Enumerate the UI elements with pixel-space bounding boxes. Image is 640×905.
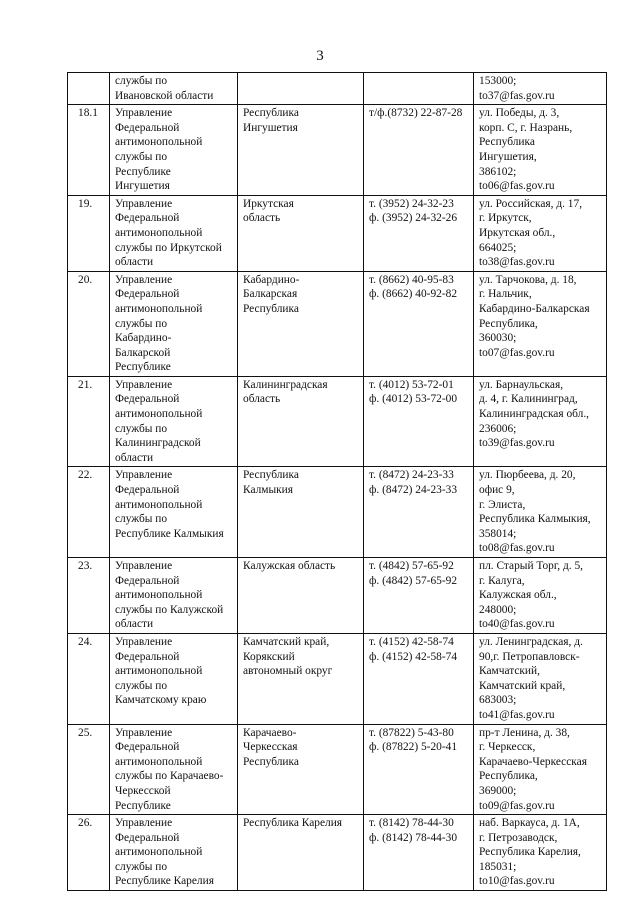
row-number-cell: 23.: [68, 558, 110, 634]
office-name-cell: службы по Ивановской области: [110, 73, 238, 105]
table-row: [68, 558, 607, 634]
region-cell: Иркутская область: [238, 195, 364, 271]
page-number: 3: [316, 48, 324, 64]
address-email-cell: ул. Победы, д. 3, корп. С, г. Назрань, Республика Ингушетия, 386102; to06@fas.gov.ru: [474, 105, 607, 196]
table-row: [68, 815, 607, 891]
address-email-cell: ул. Российская, д. 17, г. Иркутск, Иркутская обл., 664025; to38@fas.gov.ru: [474, 195, 607, 271]
office-name-cell: Управление Федеральной антимонопольной службы по Камчатскому краю: [110, 633, 238, 724]
address-email-cell: ул. Пюрбеева, д. 20, офис 9, г. Элиста, Республика Калмыкия, 358014; to08@fas.gov.ru: [474, 467, 607, 558]
office-name-cell: Управление Федеральной антимонопольной службы по Карачаево- Черкесской Республике: [110, 724, 238, 815]
address-email-cell: пл. Старый Торг, д. 5, г. Калуга, Калужская обл., 248000; to40@fas.gov.ru: [474, 558, 607, 634]
address-email-cell: ул. Ленинградская, д. 90,г. Петропавловск- Камчатский, Камчатский край, 683003; to41@fas.gov.ru: [474, 633, 607, 724]
office-name-cell: Управление Федеральной антимонопольной службы по Республике Ингушетия: [110, 105, 238, 196]
row-number-cell: 24.: [68, 633, 110, 724]
phone-fax-cell: т. (8142) 78-44-30 ф. (8142) 78-44-30: [364, 815, 474, 891]
table-row: [68, 633, 607, 724]
address-email-cell: ул. Барнаульская, д. 4, г. Калининград, Калининградская обл., 236006; to39@fas.gov.ru: [474, 376, 607, 467]
phone-fax-cell: т. (87822) 5-43-80 ф. (87822) 5-20-41: [364, 724, 474, 815]
address-email-cell: наб. Варкауса, д. 1А, г. Петрозаводск, Республика Карелия, 185031; to10@fas.gov.ru: [474, 815, 607, 891]
table-row: [68, 73, 607, 105]
row-number-cell: 26.: [68, 815, 110, 891]
offices-table-body: [68, 73, 607, 891]
phone-fax-cell: т. (4842) 57-65-92 ф. (4842) 57-65-92: [364, 558, 474, 634]
office-name-cell: Управление Федеральной антимонопольной службы по Калининградской области: [110, 376, 238, 467]
phone-fax-cell: [364, 73, 474, 105]
phone-fax-cell: т. (4012) 53-72-01 ф. (4012) 53-72-00: [364, 376, 474, 467]
table-row: [68, 467, 607, 558]
row-number-cell: [68, 73, 110, 105]
row-number-cell: 19.: [68, 195, 110, 271]
phone-fax-cell: т. (3952) 24-32-23 ф. (3952) 24-32-26: [364, 195, 474, 271]
offices-table: [67, 72, 607, 891]
office-name-cell: Управление Федеральной антимонопольной службы по Республике Карелия: [110, 815, 238, 891]
region-cell: Кабардино- Балкарская Республика: [238, 271, 364, 376]
phone-fax-cell: т. (8472) 24-23-33 ф. (8472) 24-23-33: [364, 467, 474, 558]
row-number-cell: 25.: [68, 724, 110, 815]
region-cell: Камчатский край, Корякский автономный округ: [238, 633, 364, 724]
region-cell: Республика Калмыкия: [238, 467, 364, 558]
office-name-cell: Управление Федеральной антимонопольной службы по Калужской области: [110, 558, 238, 634]
region-cell: Калининградская область: [238, 376, 364, 467]
table-row: [68, 376, 607, 467]
office-name-cell: Управление Федеральной антимонопольной службы по Иркутской области: [110, 195, 238, 271]
address-email-cell: ул. Тарчокова, д. 18, г. Нальчик, Кабардино-Балкарская Республика, 360030; to07@fas.gov.ru: [474, 271, 607, 376]
row-number-cell: 20.: [68, 271, 110, 376]
office-name-cell: Управление Федеральной антимонопольной службы по Кабардино- Балкарской Республике: [110, 271, 238, 376]
phone-fax-cell: т/ф.(8732) 22-87-28: [364, 105, 474, 196]
phone-fax-cell: т. (4152) 42-58-74 ф. (4152) 42-58-74: [364, 633, 474, 724]
region-cell: Республика Карелия: [238, 815, 364, 891]
table-row: [68, 195, 607, 271]
region-cell: Карачаево- Черкесская Республика: [238, 724, 364, 815]
region-cell: Республика Ингушетия: [238, 105, 364, 196]
row-number-cell: 21.: [68, 376, 110, 467]
office-name-cell: Управление Федеральной антимонопольной службы по Республике Калмыкия: [110, 467, 238, 558]
table-row: [68, 271, 607, 376]
address-email-cell: 153000; to37@fas.gov.ru: [474, 73, 607, 105]
region-cell: Калужская область: [238, 558, 364, 634]
table-row: [68, 724, 607, 815]
phone-fax-cell: т. (8662) 40-95-83 ф. (8662) 40-92-82: [364, 271, 474, 376]
row-number-cell: 18.1: [68, 105, 110, 196]
address-email-cell: пр-т Ленина, д. 38, г. Черкесск, Карачаево-Черкесская Республика, 369000; to09@fas.gov.ru: [474, 724, 607, 815]
row-number-cell: 22.: [68, 467, 110, 558]
table-row: [68, 105, 607, 196]
region-cell: [238, 73, 364, 105]
